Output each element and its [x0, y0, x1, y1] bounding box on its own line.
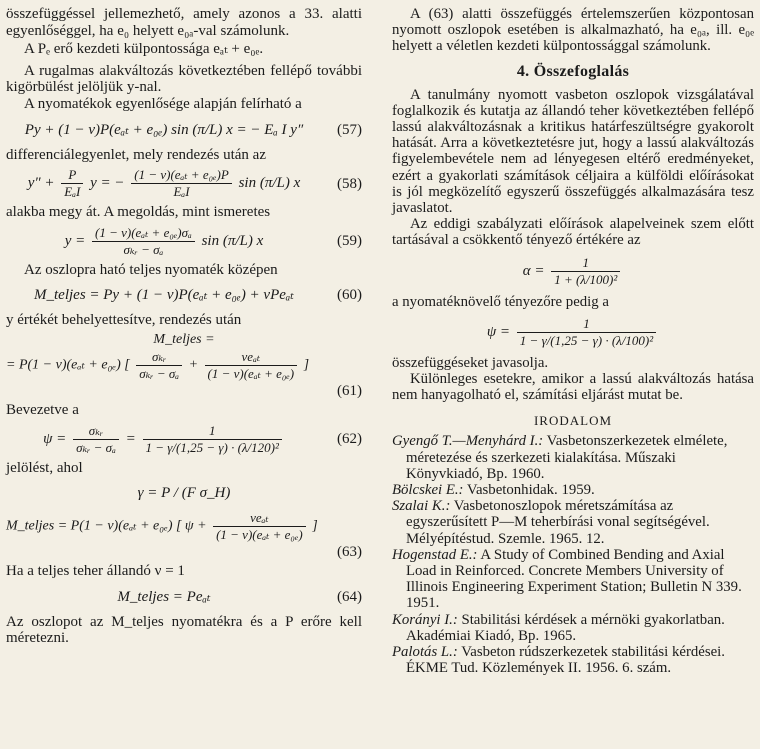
- reference-item: Bölcskei E.: Vasbetonhidak. 1959.: [392, 482, 595, 499]
- section-heading: 4. Összefoglalás: [516, 62, 630, 80]
- reference-item: Korányi I.: Stabilitási kérdések a mérnöki gyakorlatban. Akadémiai Kiadó, Bp. 1965.: [392, 611, 725, 644]
- equation-58: y″ + $\frac{P}{\text{EₐI}}$ y = − $\frac{\text{(1 − ν)(eₐₜ + e₀ₑ)P}}{\text{EₐI}}$ sin (π/L) x (58): [27, 167, 362, 200]
- left-column: [6, 6, 362, 647]
- paragraph: összefüggéseket javasolja.: [392, 354, 549, 371]
- paragraph: összefüggéssel jellemezhető, amely azonos a 33. alatti egyenlőséggel, ha e₀ helyett e₀ₐ-val számolunk.: [6, 6, 362, 39]
- fraction: $\frac{\text{σₖᵣ}}{\text{σₖᵣ − σₐ}}$: [73, 423, 119, 456]
- reference-item: Szalai K.: Vasbetonoszlopok méretszámítása az egyszerűsített P—M teherbírási vonal segítségével. Mélyépítéstud. Szemle. 1965. 12.: [392, 498, 710, 547]
- paragraph: a nyomatéknövelő tényezőre pedig a: [392, 293, 609, 310]
- fraction: $\frac{\text{νeₐₜ}}{\text{(1 − ν)(eₐₜ + e₀ₑ)}}$: [205, 349, 298, 382]
- equation-number: (57): [337, 121, 362, 138]
- references-heading: IRODALOM: [533, 413, 613, 429]
- equation-number: (59): [337, 233, 362, 250]
- reference-item: Palotás L.: Vasbeton rúdszerkezetek stabilitási kérdései. ÉKME Tud. Közlemények II. 1956. 6. szám.: [392, 644, 725, 677]
- equation-64: M_teljes = Peₐₜ (64): [117, 588, 362, 605]
- paragraph: Az oszlopot az M_teljes nyomatékra és a P erőre kell méretezni.: [6, 613, 362, 647]
- equation-63: M_teljes = P(1 − ν)(eₐₜ + e₀ₑ) [ ψ + $\frac{\text{νeₐₜ}}{\text{(1 − ν)(eₐₜ + e₀ₑ)}}$ ] (63): [6, 510, 362, 561]
- fraction: $\frac{\text{(1 − ν)(eₐₜ + e₀ₑ)σₐ}}{\text{σₖᵣ − σₐ}}$: [92, 225, 195, 258]
- paragraph: Bevezetve a: [6, 401, 79, 418]
- paragraph: A Pₑ erő kezdeti külpontossága eₐₜ + e₀ₑ.: [24, 41, 264, 58]
- paragraph: A nyomatékok egyenlősége alapján felírható a: [24, 95, 302, 112]
- equation-59: y = $\frac{\text{(1 − ν)(eₐₜ + e₀ₑ)σₐ}}{\text{σₖᵣ − σₐ}}$ sin (π/L) x (59): [64, 224, 362, 257]
- paragraph: y értékét behelyettesítve, rendezés után: [6, 312, 242, 329]
- paragraph: Az eddigi szabályzati előírások alapelveinek szem előtt tartásával a csökkentő tényező értékére az: [392, 216, 754, 249]
- equation-62: ψ = $\frac{\text{σₖᵣ}}{\text{σₖᵣ − σₐ}}$ = $\frac{1}{\text{1 − γ/(1,25 − γ) · (λ/120)²}}$ (62): [43, 422, 362, 455]
- fraction: $\frac{1}{\text{1 − γ/(1,25 − γ) · (λ/100)²}}$: [517, 316, 656, 349]
- equation-61: M_teljes = = P(1 − ν)(eₐₜ + e₀ₑ) [ $\frac{\text{σₖᵣ}}{\text{σₖᵣ − σₐ}}$ + $\frac{\text{νeₐₜ}}{\text{(1 − ν)(eₐₜ + e₀ₑ)}}$ ] (61): [6, 331, 362, 399]
- paragraph: jelölést, ahol: [6, 459, 83, 476]
- paragraph: Az oszlopra ható teljes nyomaték középen: [24, 261, 278, 278]
- fraction: $\frac{1}{\text{1 − γ/(1,25 − γ) · (λ/120)²}}$: [143, 423, 282, 456]
- paragraph: differenciálegyenlet, mely rendezés után az: [6, 146, 267, 163]
- equation-psi: ψ = $\frac{1}{\text{1 − γ/(1,25 − γ) · (λ/100)²}}$: [392, 316, 754, 349]
- reference-item: Hogenstad E.: A Study of Combined Bending and Axial Load in Reinforced. Concrete Members University of Illinois Engineering Experiment Station; Bulletin N 339. 1951.: [392, 546, 742, 612]
- paragraph: A tanulmány nyomott vasbeton oszlopok vizsgálatával foglalkozik és kutatja az állandó teher következtében fellépő lassú alakváltozásnak a kritikus határfeszültségre gyakorolt hatását. Arra a következtetésre jut, hogy a lassú alakváltozás figyelembevétele nem ad lényegesen eltérő eredményeket, ezért a gyakorlati számítások céljaira a külföldi előírásokat is jól megközelítő egyszerű összefüggés alkalmazására tesz javaslatot.: [392, 86, 754, 217]
- equation-number: (64): [337, 588, 362, 605]
- equation-number: (62): [337, 431, 362, 448]
- paragraph: Különleges esetekre, amikor a lassú alakváltozás hatása nem hanyagolható el, számítási eljárást mutat be.: [392, 371, 754, 404]
- equation-number: (60): [337, 287, 362, 304]
- equation-number: (61): [337, 382, 362, 399]
- equation-57: Py + (1 − ν)P(eₐₜ + e₀ₑ) sin (π/L) x = − Eₐ I y″ (57): [24, 121, 362, 138]
- paragraph: Ha a teljes teher állandó ν = 1: [6, 563, 185, 580]
- paragraph: A rugalmas alakváltozás következtében fellépő további kigörbülést jelöljük y-nal.: [6, 62, 362, 96]
- equation-number: (63): [337, 544, 362, 561]
- reference-list: [392, 433, 754, 676]
- paragraph: A (63) alatti összefüggés értelemszerűen központosan nyomott oszlopok esetében is alkalmazható, ha e₀ₐ, ill. e₀ₑ helyett a véletlen kezdeti külpontossággal számolunk.: [392, 6, 754, 55]
- fraction: $\frac{\text{(1 − ν)(eₐₜ + e₀ₑ)P}}{\text{EₐI}}$: [131, 167, 232, 200]
- fraction: $\frac{P}{\text{EₐI}}$: [61, 167, 83, 200]
- reference-item: Gyengő T.—Menyhárd I.: Vasbetonszerkezetek elmélete, méretezése és szerkezeti kialakítása. Műszaki Könyvkiadó, Bp. 1960.: [392, 433, 728, 482]
- equation-gamma: γ = P / (F σ_H): [137, 485, 231, 502]
- fraction: $\frac{\text{σₖᵣ}}{\text{σₖᵣ − σₐ}}$: [136, 349, 182, 382]
- equation-number: (58): [337, 175, 362, 192]
- right-column: [392, 6, 754, 677]
- equation-60: M_teljes = Py + (1 − ν)P(eₐₜ + e₀ₑ) + νPeₐₜ (60): [34, 287, 362, 304]
- fraction: $\frac{\text{νeₐₜ}}{\text{(1 − ν)(eₐₜ + e₀ₑ)}}$: [213, 510, 306, 543]
- paragraph: alakba megy át. A megoldás, mint ismeretes: [6, 204, 271, 221]
- fraction: $\frac{1}{\text{1 + (λ/100)²}}$: [551, 255, 620, 288]
- equation-alpha: α = $\frac{1}{\text{1 + (λ/100)²}}$: [392, 255, 754, 288]
